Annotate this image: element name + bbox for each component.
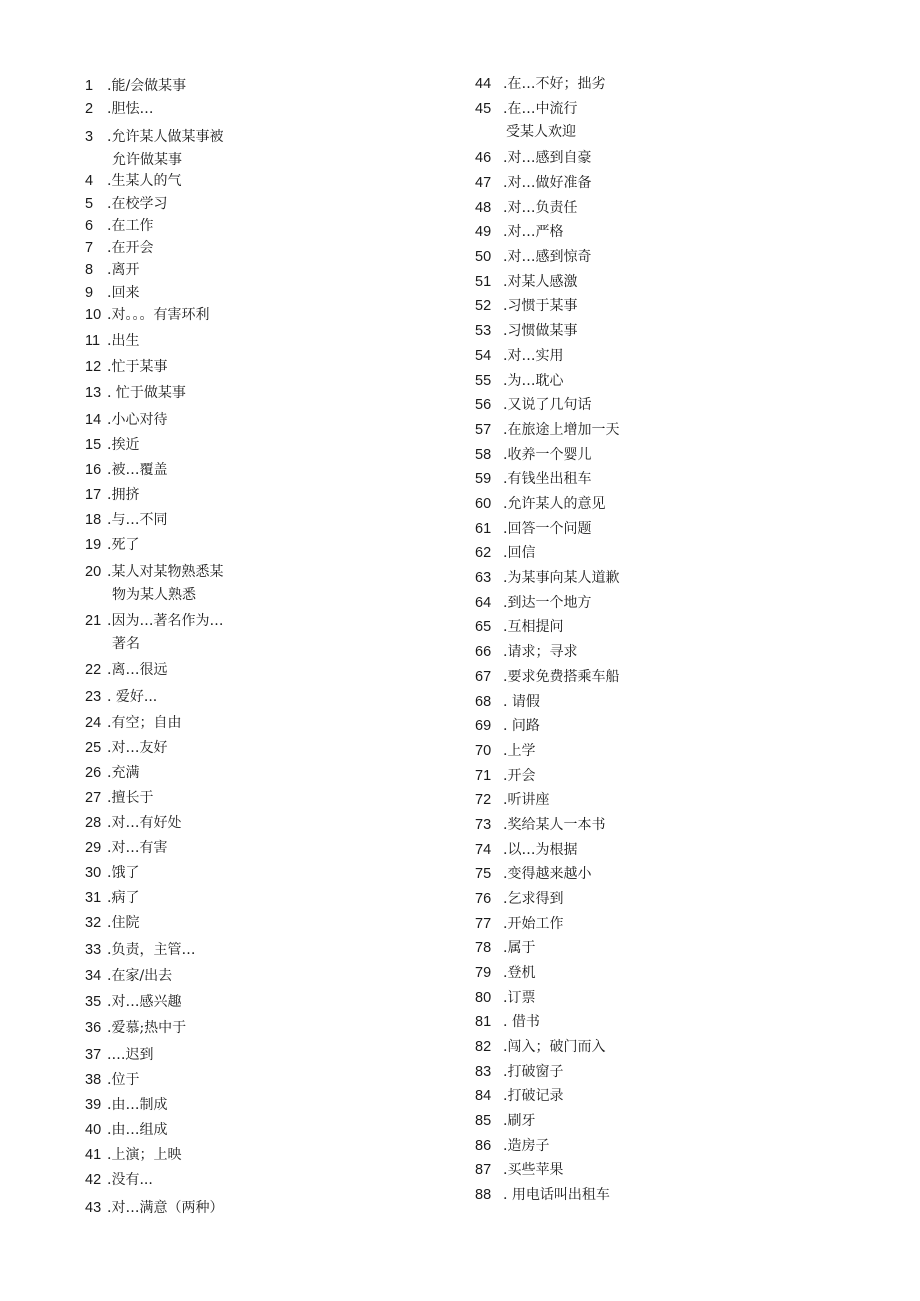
item-number: 9 [85, 285, 94, 301]
item-number: 20 [85, 564, 102, 580]
item-number: 56 [475, 397, 492, 413]
item-number: 22 [85, 662, 102, 678]
item-text: .听讲座 [503, 792, 550, 808]
item-number: 30 [85, 865, 102, 881]
item-number: 60 [475, 496, 492, 512]
item-text: .胆怯… [107, 101, 154, 117]
item-number: 69 [475, 718, 492, 734]
item-text: .离…很远 [107, 662, 168, 678]
item-text: .以…为根据 [503, 842, 578, 858]
item-text: . 用电话叫出租车 [503, 1187, 610, 1203]
item-number: 10 [85, 307, 102, 323]
item-text: .病了 [107, 890, 140, 906]
item-text: .忙于某事 [107, 359, 168, 375]
item-number: 73 [475, 817, 492, 833]
item-number: 38 [85, 1072, 102, 1088]
item-text: .负责，主管… [107, 942, 196, 958]
item-text: .在…中流行 [503, 101, 578, 117]
item-number: 57 [475, 422, 492, 438]
item-number: 25 [85, 740, 102, 756]
item-text: .…迟到 [107, 1047, 154, 1063]
item-number: 49 [475, 224, 492, 240]
item-number: 19 [85, 537, 102, 553]
item-text: .能/会做某事 [107, 78, 187, 94]
item-number: 31 [85, 890, 102, 906]
item-text: .在…不好；拙劣 [503, 76, 606, 92]
item-number: 53 [475, 323, 492, 339]
item-number: 59 [475, 471, 492, 487]
item-number: 61 [475, 521, 492, 537]
item-text: .对…负责任 [503, 200, 578, 216]
item-text: .对…满意（两种） [107, 1200, 224, 1216]
item-number: 8 [85, 262, 94, 278]
item-number: 48 [475, 200, 492, 216]
item-text: .没有... [107, 1172, 153, 1188]
item-text: .对…做好准备 [503, 175, 592, 191]
item-number: 2 [85, 101, 94, 117]
item-number: 76 [475, 891, 492, 907]
item-text: .在开会 [107, 240, 154, 256]
item-number: 72 [475, 792, 492, 808]
item-text: .由…制成 [107, 1097, 168, 1113]
item-number: 45 [475, 101, 492, 117]
item-text: .生某人的气 [107, 173, 182, 189]
item-text: .习惯于某事 [503, 298, 578, 314]
item-text: . 请假 [503, 694, 540, 710]
item-text: . 问路 [503, 718, 540, 734]
item-text: .刷牙 [503, 1113, 536, 1129]
item-text: .充满 [107, 765, 140, 781]
item-text: .登机 [503, 965, 536, 981]
item-text: .为某事向某人道歉 [503, 570, 620, 586]
item-text: .小心对待 [107, 412, 168, 428]
item-number: 82 [475, 1039, 492, 1055]
item-number: 6 [85, 218, 94, 234]
item-text: .住院 [107, 915, 140, 931]
item-text: .变得越来越小 [503, 866, 592, 882]
item-number: 26 [85, 765, 102, 781]
item-number: 65 [475, 619, 492, 635]
item-text: .与…不同 [107, 512, 168, 528]
item-text: .在校学习 [107, 196, 168, 212]
item-number: 35 [85, 994, 102, 1010]
item-number: 21 [85, 613, 102, 629]
item-text: .回信 [503, 545, 536, 561]
item-text: .买些苹果 [503, 1162, 564, 1178]
item-text: .又说了几句话 [503, 397, 592, 413]
item-text: .互相提问 [503, 619, 564, 635]
item-text: .对…感到惊奇 [503, 249, 592, 265]
item-text: . 借书 [503, 1014, 540, 1030]
item-text: .上演；上映 [107, 1147, 182, 1163]
item-number: 68 [475, 694, 492, 710]
item-text: .订票 [503, 990, 536, 1006]
item-text: .在工作 [107, 218, 154, 234]
item-number: 41 [85, 1147, 102, 1163]
item-text: .乞求得到 [503, 891, 564, 907]
item-number: 24 [85, 715, 102, 731]
item-number: 39 [85, 1097, 102, 1113]
item-text: .奖给某人一本书 [503, 817, 606, 833]
item-number: 54 [475, 348, 492, 364]
item-number: 50 [475, 249, 492, 265]
item-text: .打破窗子 [503, 1064, 564, 1080]
item-text: .被…覆盖 [107, 462, 168, 478]
item-number: 15 [85, 437, 102, 453]
item-number: 28 [85, 815, 102, 831]
item-text: .由…组成 [107, 1122, 168, 1138]
item-text: .到达一个地方 [503, 595, 592, 611]
item-number: 40 [85, 1122, 102, 1138]
item-number: 37 [85, 1047, 102, 1063]
item-text: . 忙于做某事 [107, 385, 186, 401]
item-text: .要求免费搭乘车船 [503, 669, 620, 685]
item-text: .上学 [503, 743, 536, 759]
item-number: 55 [475, 373, 492, 389]
item-text: .擅长于 [107, 790, 154, 806]
item-text: .造房子 [503, 1138, 550, 1154]
item-text: .拥挤 [107, 487, 140, 503]
item-number: 75 [475, 866, 492, 882]
item-number: 33 [85, 942, 102, 958]
item-number: 87 [475, 1162, 492, 1178]
item-text: .有空；自由 [107, 715, 182, 731]
item-number: 18 [85, 512, 102, 528]
item-number: 46 [475, 150, 492, 166]
item-text: .收养一个婴儿 [503, 447, 592, 463]
item-number: 63 [475, 570, 492, 586]
item-number: 70 [475, 743, 492, 759]
item-text: .对…实用 [503, 348, 564, 364]
item-number: 42 [85, 1172, 102, 1188]
item-text: .请求；寻求 [503, 644, 578, 660]
item-number: 29 [85, 840, 102, 856]
item-text: .死了 [107, 537, 140, 553]
item-text: .回来 [107, 285, 140, 301]
item-text: .爱慕;热中于 [107, 1020, 187, 1036]
item-text-continued: 受某人欢迎 [506, 124, 576, 140]
item-number: 34 [85, 968, 102, 984]
item-text-continued: 著名 [112, 636, 140, 652]
item-text: .对。。。有害环利 [107, 307, 210, 323]
item-text: .位于 [107, 1072, 140, 1088]
item-text: .属于 [503, 940, 536, 956]
item-number: 36 [85, 1020, 102, 1036]
item-number: 27 [85, 790, 102, 806]
item-text: .对…感兴趣 [107, 994, 182, 1010]
item-text-continued: 允许做某事 [112, 152, 182, 168]
item-number: 85 [475, 1113, 492, 1129]
item-text: .饿了 [107, 865, 140, 881]
item-text: .习惯做某事 [503, 323, 578, 339]
item-number: 83 [475, 1064, 492, 1080]
item-number: 4 [85, 173, 94, 189]
item-number: 1 [85, 78, 94, 94]
item-number: 43 [85, 1200, 102, 1216]
item-number: 12 [85, 359, 102, 375]
item-number: 66 [475, 644, 492, 660]
item-number: 44 [475, 76, 492, 92]
item-number: 88 [475, 1187, 492, 1203]
item-text: .对某人感激 [503, 274, 578, 290]
item-text-continued: 物为某人熟悉 [112, 587, 196, 603]
item-text: .挨近 [107, 437, 140, 453]
item-number: 86 [475, 1138, 492, 1154]
item-number: 3 [85, 129, 94, 145]
item-text: .开始工作 [503, 916, 564, 932]
item-number: 74 [475, 842, 492, 858]
item-text: .允许某人的意见 [503, 496, 606, 512]
item-text: .为…耽心 [503, 373, 564, 389]
item-text: .允许某人做某事被 [107, 129, 224, 145]
item-number: 11 [85, 333, 101, 349]
item-number: 7 [85, 240, 94, 256]
item-text: .对…有好处 [107, 815, 182, 831]
item-text: .在旅途上增加一天 [503, 422, 620, 438]
item-text: .对…严格 [503, 224, 564, 240]
item-number: 32 [85, 915, 102, 931]
item-text: .某人对某物熟悉某 [107, 564, 224, 580]
item-number: 81 [475, 1014, 492, 1030]
item-number: 14 [85, 412, 102, 428]
item-text: .闯入；破门而入 [503, 1039, 606, 1055]
item-text: .对…感到自豪 [503, 150, 592, 166]
item-text: .开会 [503, 768, 536, 784]
item-number: 16 [85, 462, 102, 478]
item-text: .因为…著名作为… [107, 613, 224, 629]
item-text: .有钱坐出租车 [503, 471, 592, 487]
item-number: 84 [475, 1088, 492, 1104]
item-number: 78 [475, 940, 492, 956]
item-text: . 爱好... [107, 689, 158, 705]
item-number: 23 [85, 689, 102, 705]
item-text: .回答一个问题 [503, 521, 592, 537]
item-number: 62 [475, 545, 492, 561]
item-number: 77 [475, 916, 492, 932]
item-number: 47 [475, 175, 492, 191]
item-text: .离开 [107, 262, 140, 278]
item-text: .对…有害 [107, 840, 168, 856]
item-text: .打破记录 [503, 1088, 564, 1104]
item-number: 80 [475, 990, 492, 1006]
item-number: 51 [475, 274, 492, 290]
item-number: 71 [475, 768, 492, 784]
item-text: .在家/出去 [107, 968, 173, 984]
item-number: 79 [475, 965, 492, 981]
item-number: 64 [475, 595, 492, 611]
item-text: .出生 [107, 333, 140, 349]
item-text: .对…友好 [107, 740, 168, 756]
item-number: 17 [85, 487, 102, 503]
item-number: 13 [85, 385, 102, 401]
item-number: 67 [475, 669, 492, 685]
item-number: 58 [475, 447, 492, 463]
item-number: 5 [85, 196, 94, 212]
item-number: 52 [475, 298, 492, 314]
